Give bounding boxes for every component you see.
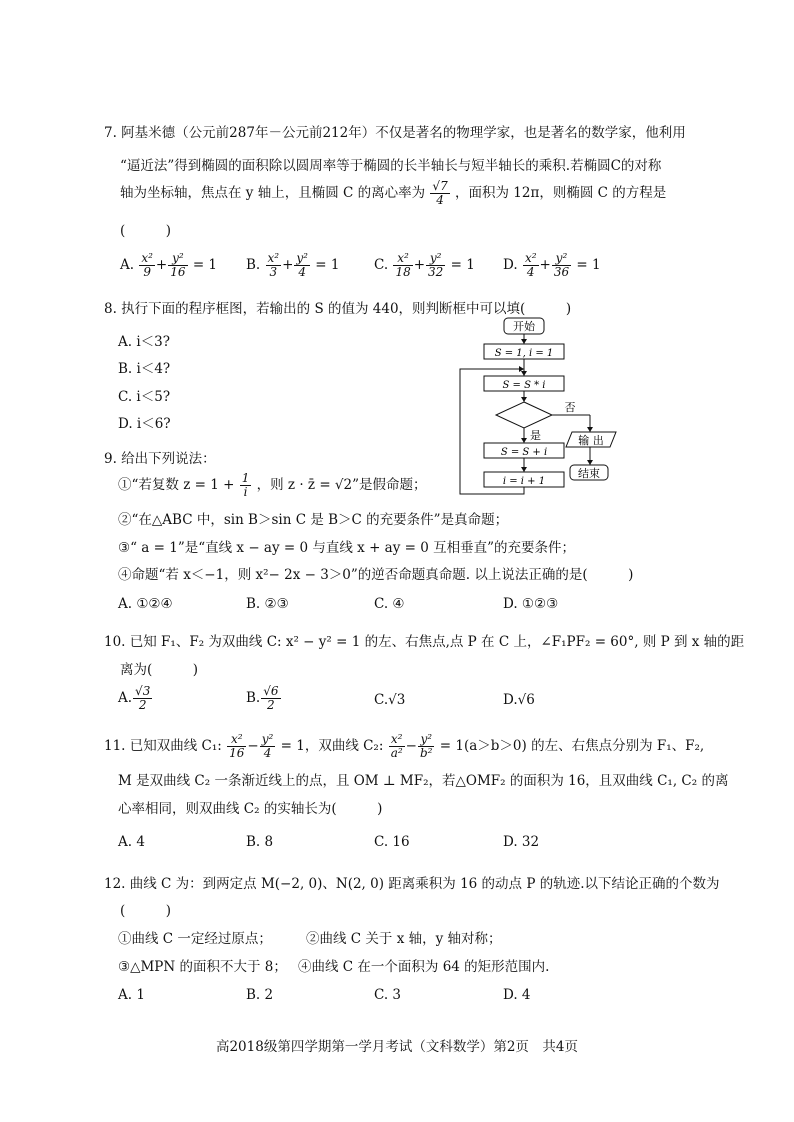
flow-start-label: 开始: [513, 320, 535, 333]
q9-s1-den: i: [243, 485, 248, 499]
page-footer: 高2018级第四学期第一学月考试（文科数学）第2页 共4页: [215, 1039, 579, 1055]
q8-stem: 8. 执行下面的程序框图，若输出的 S 的值为 440，则判断框中可以填( ): [104, 301, 572, 317]
q7-line3b: ，面积为 12π，则椭圆 C 的方程是: [455, 185, 667, 201]
q11-option-b: B. 8: [246, 834, 274, 850]
q10-a-den: 2: [138, 698, 147, 712]
q10-b-label: B.: [246, 690, 261, 706]
q11-option-d: D. 32: [503, 834, 540, 850]
q9-statement-3: ③“ a = 1”是“直线 x − ay = 0 与直线 x + ay = 0 互相垂直”的充要条件；: [118, 540, 576, 556]
q8-flowchart: [452, 314, 632, 500]
q7-a-rhs: = 1: [192, 257, 218, 273]
q7-c-rhs: = 1: [450, 257, 475, 273]
q11-f2-den: 4: [263, 746, 272, 760]
q7-line4: ( ): [120, 223, 172, 239]
q11-option-a: A. 4: [118, 834, 145, 850]
q10-b-den: 2: [267, 698, 275, 712]
q7-line2: “逼近法”得到椭圆的面积除以圆周率等于椭圆的长半轴长与短半轴长的乘积.若椭圆C的对称: [120, 158, 662, 174]
q7-line1: 7. 阿基米德（公元前287年－公元前212年）不仅是著名的物理学家，也是著名的数学家，他利用: [104, 125, 686, 141]
q12-statement-1: ①曲线 C 一定经过原点；: [118, 931, 272, 947]
q11-f1-num: x²: [227, 733, 246, 747]
q12-statement-4: ④曲线 C 在一个面积为 64 的矩形范围内.: [298, 959, 550, 975]
q10-option-d: [503, 692, 535, 708]
q9-option-c: C. ④: [374, 596, 405, 612]
q10-option-a: [118, 685, 153, 712]
q7-c-den2: 32: [428, 265, 444, 279]
flow-mult-label: S = S * i: [502, 380, 546, 391]
q11-option-c: C. 16: [374, 834, 410, 850]
q11-f4-num: y²: [418, 733, 435, 747]
q9-option-b: B. ②③: [246, 596, 289, 612]
q11-f3-den: a²: [390, 746, 403, 760]
q11-l1b: = 1，双曲线 C₂:: [280, 738, 384, 754]
q9-s1-part-b: ，则 z · z̄ = √2”是假命题；: [256, 477, 427, 493]
q7-d-rhs: = 1: [576, 257, 601, 273]
q10-d-label: D.: [503, 692, 518, 708]
q10-b-num: √6: [263, 684, 279, 698]
q11-line3: 心率相同，则双曲线 C₂ 的实轴长为( ): [118, 801, 383, 817]
q7-c-den1: 18: [395, 265, 411, 279]
q12-statement-2: ②曲线 C 关于 x 轴，y 轴对称；: [306, 931, 502, 947]
q7-d-den2: 36: [553, 265, 570, 279]
q10-line1: 10. 已知 F₁、F₂ 为双曲线 C: x² − y² = 1 的左、右焦点,点 P 在 C 上，∠F₁PF₂ = 60°, 则 P 到 x 轴的距: [104, 634, 745, 650]
q11-l1a: 11. 已知双曲线 C₁:: [104, 738, 222, 754]
q11-line1: 11. 已知双曲线 C₁: $\frac{\text{x²}}{16}$ − $\frac{\text{y²}}{4}$ = 1，双曲线 C₂: $\frac{\text{x²}}{\text{a²}}$ − $\frac{\text{y²}}{\text{b²}}$ = 1(a＞b＞0) 的左、右焦点分别为 F₁、F₂,: [104, 732, 705, 760]
flow-init-label: S = 1, i = 1: [494, 348, 554, 359]
q9-s1-num: 1: [241, 471, 250, 485]
q7-ecc-num: √7: [432, 179, 448, 193]
q7-option-c: C. $\frac{\text{x²}}{18}$ + $\frac{\text{y²}}{32}$ = 1: [374, 251, 475, 279]
q11-f4-den: b²: [419, 746, 433, 760]
q10-d-text: √6: [517, 692, 535, 708]
q10-line2: 离为( ): [120, 662, 199, 678]
q12-option-d: D. 4: [503, 987, 531, 1003]
q7-option-a-label: A.: [120, 257, 135, 273]
flow-decision: [496, 402, 552, 428]
q9-s1-part-a: ①“若复数 z = 1 +: [118, 477, 235, 493]
q7-option-c-label: C.: [374, 257, 389, 273]
q7-a-den2: 16: [170, 265, 186, 279]
q7-line3a: 轴为坐标轴，焦点在 y 轴上，且椭圆 C 的离心率为: [120, 185, 426, 201]
q10-option-c: [374, 692, 405, 708]
q7-b-den2: 4: [298, 265, 307, 279]
q7-option-b-label: B.: [246, 257, 261, 273]
q8-option-c: C. i＜5?: [118, 389, 171, 405]
q11-l1c: = 1(a＞b＞0) 的左、右焦点分别为 F₁、F₂,: [439, 738, 705, 754]
q7-option-d-label: D.: [503, 257, 518, 273]
flow-no-label: 否: [564, 401, 576, 414]
q7-b-rhs: = 1: [315, 257, 340, 273]
q10-c-text: √3: [388, 692, 406, 708]
flow-add-label: S = S + i: [500, 447, 548, 458]
q9-statement-1: [118, 472, 427, 499]
q11-f2-num: y²: [261, 732, 274, 746]
q10-c-label: C.: [374, 692, 389, 708]
q10-a-num: √3: [135, 684, 151, 698]
q8-option-a: A. i＜3?: [118, 334, 170, 350]
q9-option-a: A. ①②④: [118, 596, 173, 612]
q7-option-d: D. $\frac{\text{x²}}{4}$ + $\frac{\text{y²}}{36}$ = 1: [503, 251, 601, 279]
q7-ecc-den: 4: [436, 193, 444, 207]
flow-end-label: 结束: [578, 467, 600, 480]
q10-option-b: [246, 685, 282, 712]
q9-s1-fraction: [240, 472, 252, 499]
flow-output-label: 输 出: [578, 434, 604, 447]
q7-b-den1: 3: [269, 265, 278, 279]
q12-line1: 12. 曲线 C 为：到两定点 M(−2, 0)、N(2, 0) 距离乘积为 16 的动点 P 的轨迹.以下结论正确的个数为: [104, 876, 720, 892]
q11-f1-den: 16: [229, 746, 245, 760]
q8-option-d: D. i＜6?: [118, 416, 171, 432]
q9-stem: 9. 给出下列说法：: [104, 451, 216, 467]
q8-option-b: B. i＜4?: [118, 361, 171, 377]
q7-a-den1: 9: [143, 265, 151, 279]
q12-statement-3: ③△MPN 的面积不大于 8；: [118, 959, 287, 975]
q12-option-c: C. 3: [374, 987, 402, 1003]
q7-option-a: A. $\frac{\text{x²}}{9}$ + $\frac{\text{y²}}{16}$ = 1: [120, 251, 218, 279]
q7-line3: [120, 180, 666, 207]
flow-yes-label: 是: [530, 429, 541, 442]
q11-line2: M 是双曲线 C₂ 一条渐近线上的点，且 OM ⊥ MF₂，若△OMF₂ 的面积为 16，且双曲线 C₁, C₂ 的离: [118, 773, 729, 789]
q9-statement-2: ②“在△ABC 中，sin B＞sin C 是 B＞C 的充要条件”是真命题；: [118, 512, 509, 528]
q12-line2: ( ): [120, 903, 172, 919]
q12-option-a: A. 1: [118, 987, 145, 1003]
q12-option-b: B. 2: [246, 987, 274, 1003]
q9-option-d: D. ①②③: [503, 596, 559, 612]
q7-d-den1: 4: [526, 265, 535, 279]
q10-a-label: A.: [118, 690, 133, 706]
q7-eccentricity: [430, 180, 449, 207]
flow-incr-label: i = i + 1: [502, 476, 546, 487]
q7-option-b: B. $\frac{\text{x²}}{3}$ + $\frac{\text{y²}}{4}$ = 1: [246, 251, 340, 279]
q11-f3-num: x²: [389, 733, 405, 747]
q9-statement-4: ④命题“若 x＜−1，则 x²− 2x − 3＞0”的逆否命题真命题. 以上说法正确的是( ): [118, 567, 634, 583]
